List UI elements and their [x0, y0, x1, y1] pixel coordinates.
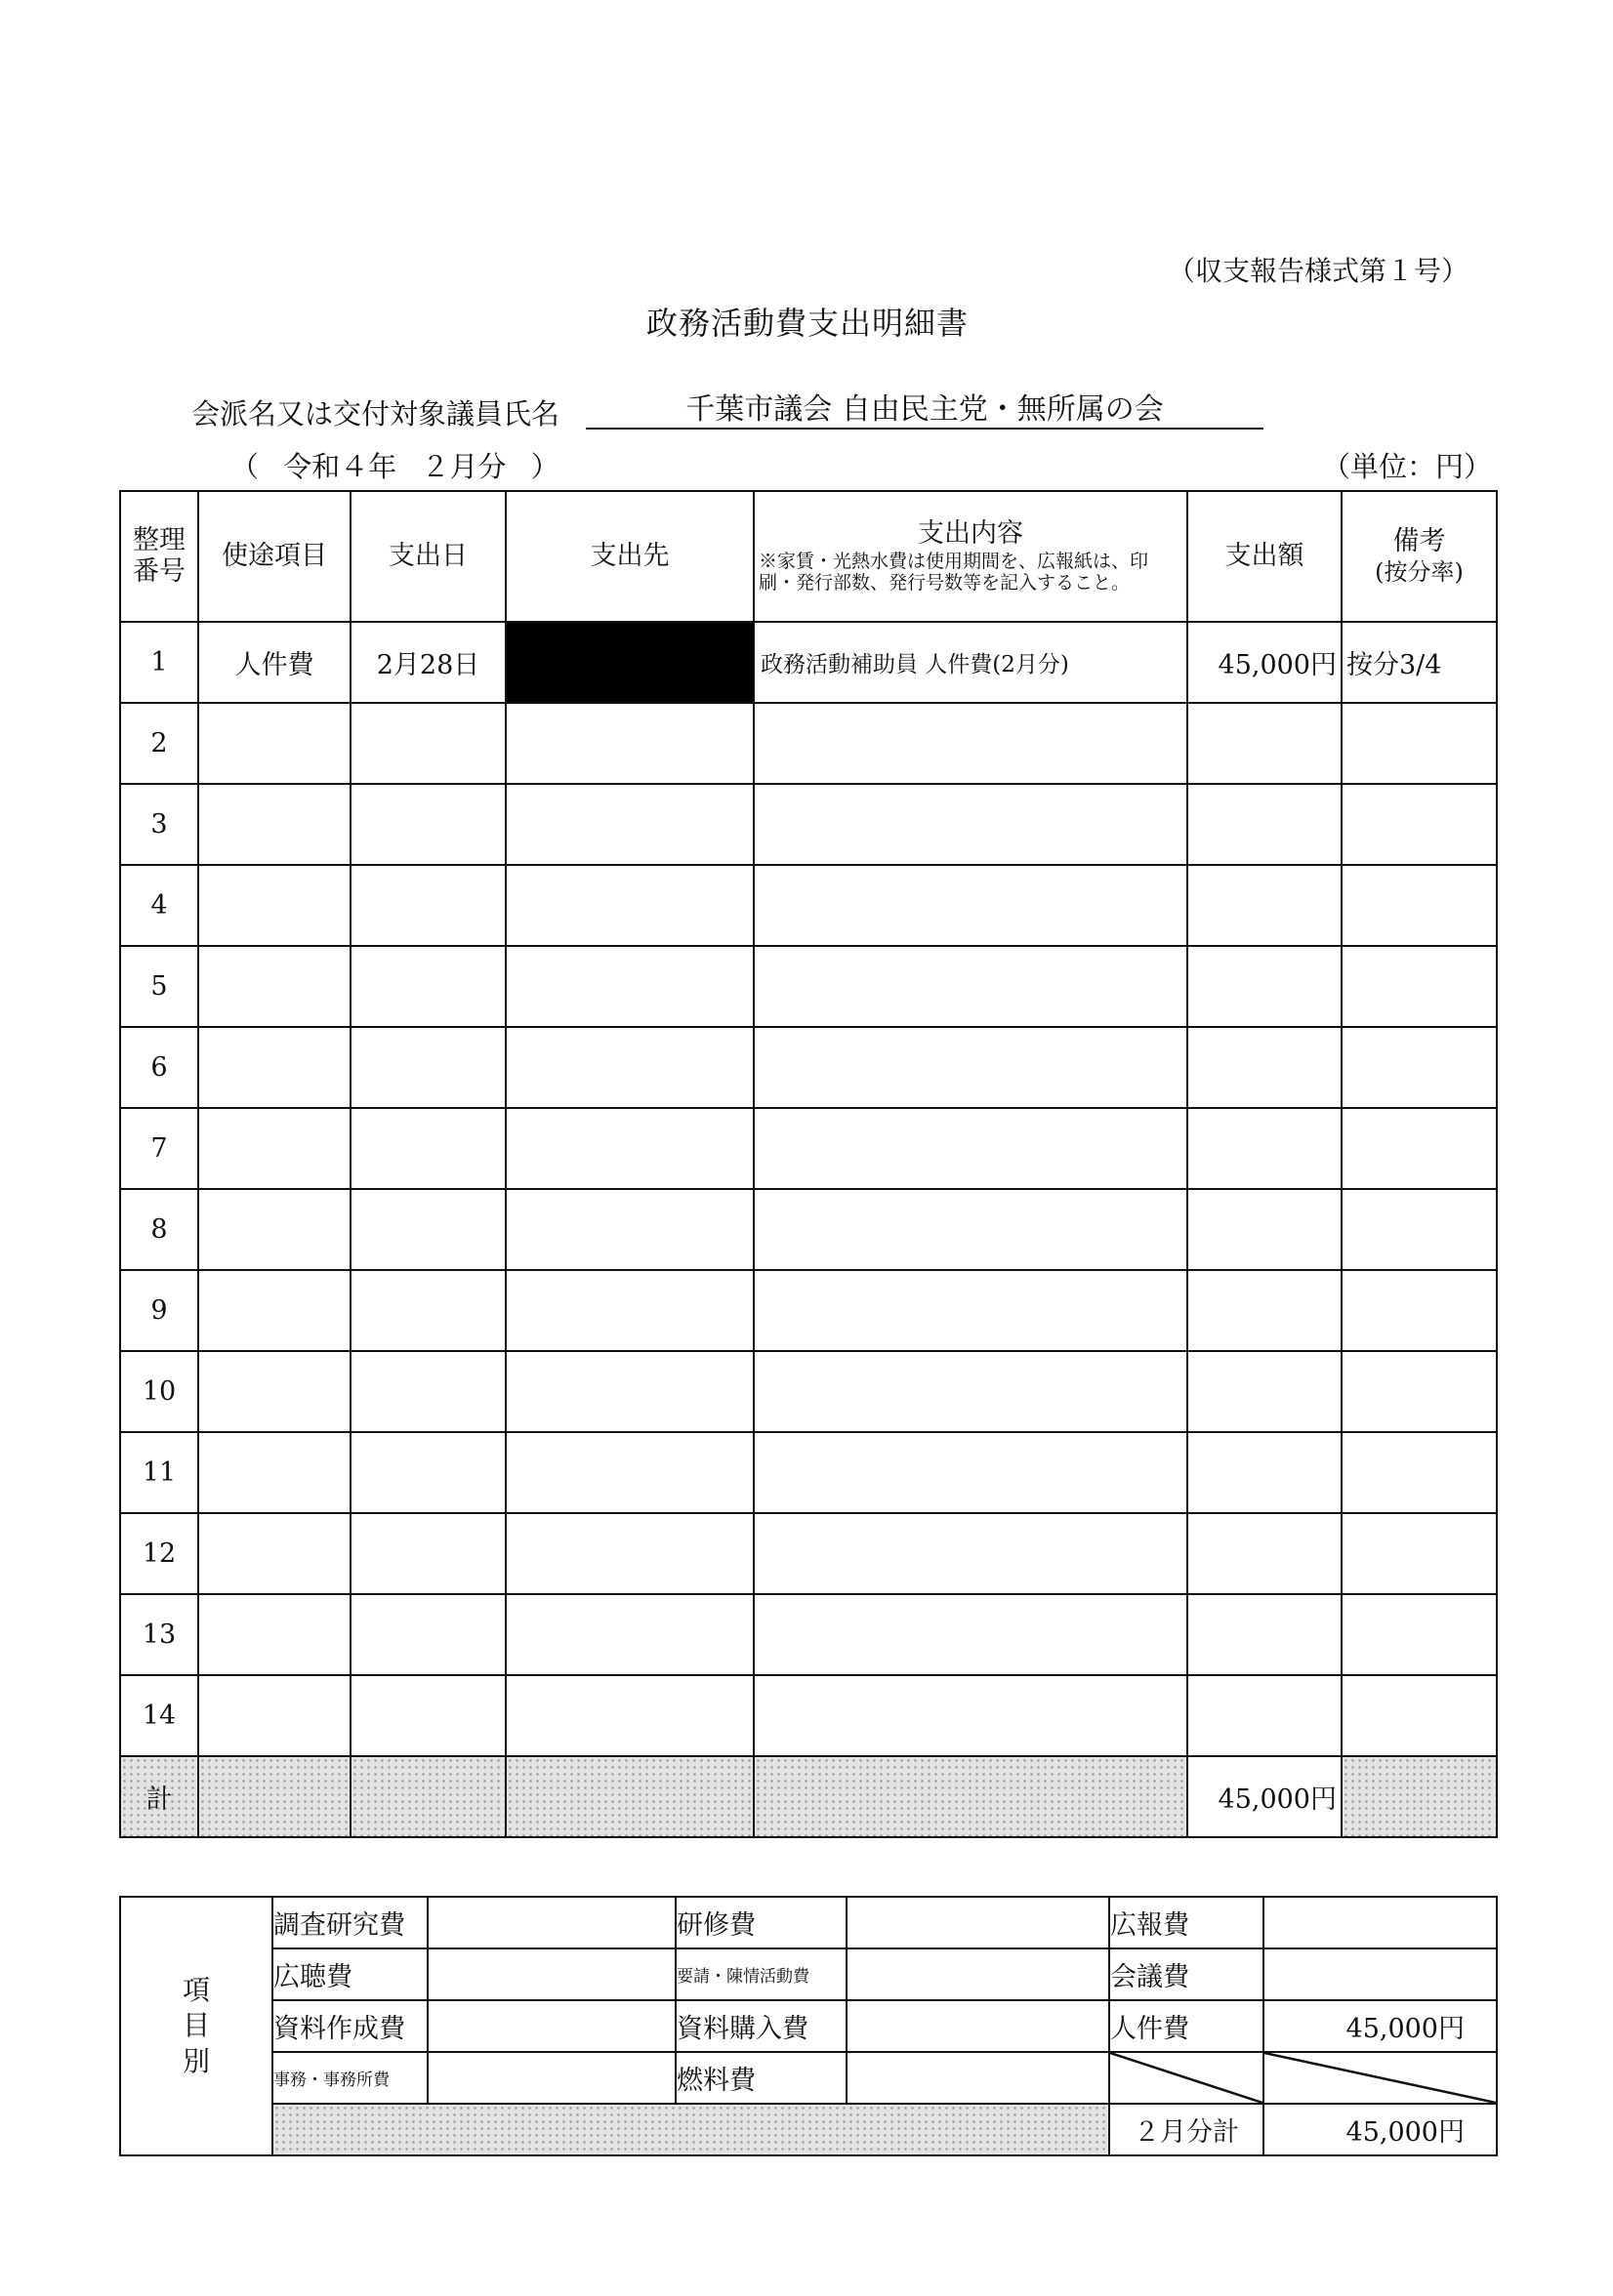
category-petition-value	[847, 1948, 1109, 2000]
row-contents	[754, 703, 1187, 784]
row-remarks	[1342, 865, 1497, 946]
header-number: 整理番号	[120, 491, 198, 622]
row-payee	[506, 1594, 754, 1675]
row-date	[351, 1432, 506, 1513]
header-remarks-sub: (按分率)	[1375, 557, 1464, 586]
row-contents	[754, 946, 1187, 1027]
row-remarks	[1342, 703, 1497, 784]
header-contents	[754, 491, 1187, 622]
row-date	[351, 784, 506, 865]
row-purpose	[198, 1351, 351, 1432]
row-number: 10	[120, 1351, 198, 1432]
row-date	[351, 1108, 506, 1189]
total-shaded-cell	[754, 1756, 1187, 1837]
row-contents	[754, 865, 1187, 946]
row-contents	[754, 1270, 1187, 1351]
row-remarks	[1342, 946, 1497, 1027]
row-payee	[506, 946, 754, 1027]
row-purpose	[198, 946, 351, 1027]
row-amount	[1187, 1675, 1342, 1756]
row-contents	[754, 1594, 1187, 1675]
row-contents	[754, 1108, 1187, 1189]
row-purpose	[198, 703, 351, 784]
row-amount	[1187, 946, 1342, 1027]
row-amount	[1187, 1270, 1342, 1351]
table-row	[120, 622, 1497, 703]
table-row	[120, 1270, 1497, 1351]
row-date	[351, 703, 506, 784]
row-number: 9	[120, 1270, 198, 1351]
row-date	[351, 946, 506, 1027]
header-amount: 支出額	[1187, 491, 1342, 622]
row-contents	[754, 1432, 1187, 1513]
total-shaded-cell	[351, 1756, 506, 1837]
party-name: 千葉市議会 自由民主党・無所属の会	[685, 392, 1164, 427]
row-date	[351, 1513, 506, 1594]
row-purpose	[198, 1270, 351, 1351]
header-remarks	[1342, 491, 1497, 622]
row-number: 1	[120, 622, 198, 703]
row-contents	[754, 1189, 1187, 1270]
row-remarks	[1342, 1270, 1497, 1351]
total-amount: 45,000円	[1187, 1756, 1342, 1837]
table-header-row	[120, 491, 1497, 622]
header-date: 支出日	[351, 491, 506, 622]
row-remarks: 按分3/4	[1342, 622, 1497, 703]
table-row	[120, 1351, 1497, 1432]
row-remarks	[1342, 1108, 1497, 1189]
row-payee	[506, 784, 754, 865]
table-row	[120, 946, 1497, 1027]
row-amount	[1187, 1027, 1342, 1108]
row-date	[351, 1351, 506, 1432]
row-number: 6	[120, 1027, 198, 1108]
period-month: ２月分	[421, 450, 507, 483]
row-amount	[1187, 1189, 1342, 1270]
row-purpose	[198, 1108, 351, 1189]
header-contents-label: 支出内容	[918, 517, 1023, 549]
category-research: 調査研究費	[272, 1897, 428, 1948]
table-row	[120, 865, 1497, 946]
crossed-out-cell	[1263, 2052, 1497, 2104]
table-row	[120, 1594, 1497, 1675]
row-payee	[506, 1027, 754, 1108]
category-materials-value	[428, 2000, 676, 2052]
row-number: 13	[120, 1594, 198, 1675]
row-purpose	[198, 784, 351, 865]
unit-label: （単位：円）	[1322, 450, 1493, 483]
total-label: 計	[120, 1756, 198, 1837]
period-close: ）	[530, 450, 559, 483]
header-contents-note: ※家賃・光熱水費は使用期間を、広報紙は、印刷・発行部数、発行号数等を記入すること。	[759, 551, 1149, 594]
total-shaded-cell	[506, 1756, 754, 1837]
row-payee	[506, 1270, 754, 1351]
table-row	[120, 1432, 1497, 1513]
row-remarks	[1342, 1027, 1497, 1108]
row-date: 2月28日	[351, 622, 506, 703]
header-remarks-label: 備考	[1392, 526, 1446, 557]
category-purchase-value	[847, 2000, 1109, 2052]
row-payee	[506, 865, 754, 946]
row-number: 8	[120, 1189, 198, 1270]
row-payee	[506, 1513, 754, 1594]
expense-table	[119, 490, 1498, 1838]
row-number: 12	[120, 1513, 198, 1594]
row-remarks	[1342, 784, 1497, 865]
period	[230, 445, 575, 485]
row-payee	[506, 1108, 754, 1189]
row-date	[351, 1270, 506, 1351]
category-purchase: 資料購入費	[676, 2000, 847, 2052]
row-date	[351, 1189, 506, 1270]
table-row	[120, 1108, 1497, 1189]
row-date	[351, 1594, 506, 1675]
row-number: 11	[120, 1432, 198, 1513]
header-payee: 支出先	[506, 491, 754, 622]
summary-shaded-cell	[272, 2104, 1109, 2155]
row-contents	[754, 1027, 1187, 1108]
row-amount	[1187, 865, 1342, 946]
row-number: 3	[120, 784, 198, 865]
category-fuel-value	[847, 2052, 1109, 2104]
row-remarks	[1342, 1675, 1497, 1756]
row-payee	[506, 703, 754, 784]
category-hearing: 広聴費	[272, 1948, 428, 2000]
summary-label: 項目別	[120, 1897, 272, 2155]
header-purpose: 使途項目	[198, 491, 351, 622]
form-number: （収支報告様式第１号）	[1168, 255, 1469, 287]
row-amount	[1187, 703, 1342, 784]
row-amount	[1187, 1594, 1342, 1675]
row-number: 5	[120, 946, 198, 1027]
category-training: 研修費	[676, 1897, 847, 1948]
period-open: （	[230, 450, 260, 483]
row-date	[351, 1027, 506, 1108]
category-materials: 資料作成費	[272, 2000, 428, 2052]
table-row	[120, 703, 1497, 784]
row-amount	[1187, 1351, 1342, 1432]
category-hearing-value	[428, 1948, 676, 2000]
category-research-value	[428, 1897, 676, 1948]
row-number: 2	[120, 703, 198, 784]
category-pr-value	[1263, 1897, 1497, 1948]
row-purpose: 人件費	[198, 622, 351, 703]
row-payee	[506, 1351, 754, 1432]
row-number: 14	[120, 1675, 198, 1756]
table-row	[120, 784, 1497, 865]
category-office: 事務・事務所費	[272, 2052, 428, 2104]
period-era: 令和４年	[283, 450, 397, 483]
party-label: 会派名又は交付対象議員氏名	[191, 397, 560, 430]
total-shaded-cell	[1342, 1756, 1497, 1837]
month-total-value: 45,000円	[1263, 2104, 1497, 2155]
row-contents	[754, 784, 1187, 865]
row-purpose	[198, 1513, 351, 1594]
row-date	[351, 865, 506, 946]
category-meeting: 会議費	[1109, 1948, 1263, 2000]
document-title: 政務活動費支出明細書	[646, 305, 970, 342]
table-row	[120, 1513, 1497, 1594]
row-amount: 45,000円	[1187, 622, 1342, 703]
table-row	[120, 1675, 1497, 1756]
total-shaded-cell	[198, 1756, 351, 1837]
row-purpose	[198, 865, 351, 946]
row-payee	[506, 1432, 754, 1513]
row-contents	[754, 1351, 1187, 1432]
row-contents	[754, 1675, 1187, 1756]
row-contents: 政務活動補助員 人件費(2月分)	[754, 622, 1187, 703]
category-personnel-value: 45,000円	[1263, 2000, 1497, 2052]
row-purpose	[198, 1594, 351, 1675]
category-pr: 広報費	[1109, 1897, 1263, 1948]
category-petition: 要請・陳情活動費	[676, 1948, 847, 2000]
row-purpose	[198, 1675, 351, 1756]
row-remarks	[1342, 1513, 1497, 1594]
row-remarks	[1342, 1189, 1497, 1270]
row-number: 4	[120, 865, 198, 946]
row-purpose	[198, 1432, 351, 1513]
table-row	[120, 1189, 1497, 1270]
row-remarks	[1342, 1432, 1497, 1513]
row-remarks	[1342, 1351, 1497, 1432]
row-amount	[1187, 1513, 1342, 1594]
row-purpose	[198, 1027, 351, 1108]
row-amount	[1187, 784, 1342, 865]
party-underline	[586, 428, 1263, 430]
row-contents	[754, 1513, 1187, 1594]
row-remarks	[1342, 1594, 1497, 1675]
row-date	[351, 1675, 506, 1756]
row-payee	[506, 1189, 754, 1270]
row-payee	[506, 1675, 754, 1756]
row-purpose	[198, 1189, 351, 1270]
row-amount	[1187, 1432, 1342, 1513]
category-fuel: 燃料費	[676, 2052, 847, 2104]
row-amount	[1187, 1108, 1342, 1189]
category-office-value	[428, 2052, 676, 2104]
crossed-out-cell	[1109, 2052, 1263, 2104]
total-row	[120, 1756, 1497, 1837]
row-number: 7	[120, 1108, 198, 1189]
month-total-label: ２月分計	[1109, 2104, 1263, 2155]
category-personnel: 人件費	[1109, 2000, 1263, 2052]
table-row	[120, 1027, 1497, 1108]
category-meeting-value	[1263, 1948, 1497, 2000]
category-summary-table	[119, 1896, 1498, 2156]
category-training-value	[847, 1897, 1109, 1948]
row-payee-redacted	[506, 622, 754, 703]
